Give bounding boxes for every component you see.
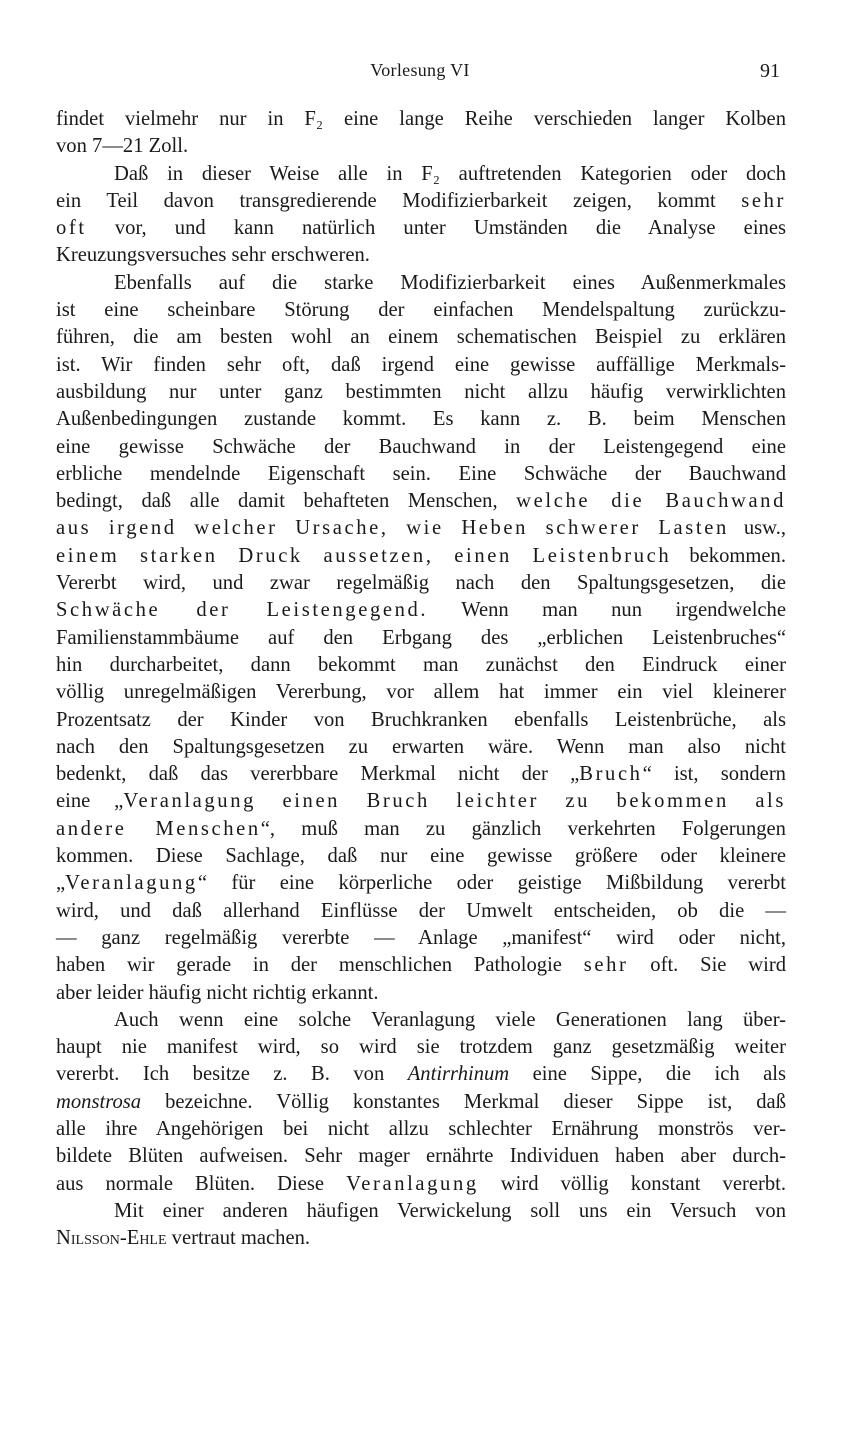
text-segment: Prozentsatz der Kinder von Bruchkranken ebenfalls Leistenbrüche, als bbox=[56, 708, 786, 731]
text-line bbox=[56, 925, 786, 952]
running-head bbox=[56, 60, 784, 86]
text-line bbox=[56, 570, 786, 597]
text-line bbox=[56, 215, 786, 242]
text-segment: völlig unregelmäßigen Vererbung, vor allem hat immer ein viel kleinerer bbox=[56, 681, 786, 704]
emphasized-text: Veranlagung einen Bruch leichter zu bekommen als bbox=[123, 790, 786, 813]
text-segment: hin durcharbeitet, dann bekommt man zunächst den Eindruck einer bbox=[56, 653, 786, 676]
text-segment: oft. Sie wird bbox=[628, 954, 786, 977]
emphasized-text: sehr bbox=[583, 954, 629, 977]
text-segment: aber leider häufig nicht richtig erkannt. bbox=[56, 981, 379, 1004]
text-segment: “ für eine körperliche oder geistige Mißbildung vererbt bbox=[197, 872, 786, 895]
text-line bbox=[56, 133, 786, 160]
text-line bbox=[56, 543, 786, 570]
text-line bbox=[56, 324, 786, 351]
text-segment: eine „ bbox=[56, 790, 124, 813]
text-line bbox=[56, 597, 786, 624]
italic-text: monstrosa bbox=[56, 1090, 142, 1113]
text-segment: alle ihre Angehörigen bei nicht allzu schlechter Ernährung monströs ver- bbox=[56, 1117, 786, 1140]
text-segment: “ ist, sondern bbox=[642, 763, 786, 786]
text-segment: Kreuzungsversuches sehr erschweren. bbox=[56, 244, 370, 267]
emphasized-text: aus irgend welcher Ursache, wie Heben schwerer Lasten bbox=[56, 517, 729, 540]
text-segment: vor, und kann natürlich unter Umständen die Analyse eines bbox=[86, 217, 786, 240]
text-segment: bildete Blüten aufweisen. Sehr mager ernährte Individuen haben aber durch- bbox=[56, 1145, 786, 1168]
text-line bbox=[56, 952, 786, 979]
emphasized-text: andere Menschen bbox=[56, 817, 261, 840]
text-line bbox=[56, 434, 786, 461]
body-text bbox=[56, 106, 786, 1252]
text-line bbox=[56, 406, 786, 433]
text-segment: wird völlig konstant vererbt. bbox=[478, 1172, 786, 1195]
italic-text: Antirrhinum bbox=[407, 1063, 510, 1086]
text-line bbox=[56, 980, 786, 1007]
text-line bbox=[56, 870, 786, 897]
emphasized-text: Veranlagung bbox=[65, 872, 198, 895]
text-segment: Ebenfalls auf die starke Modifizierbarkeit eines Außenmerkmales bbox=[114, 271, 786, 294]
text-segment: usw., bbox=[728, 517, 786, 540]
running-title: Vorlesung VI bbox=[370, 60, 470, 80]
text-segment: führen, die am besten wohl an einem schematischen Beispiel zu erklären bbox=[56, 326, 786, 349]
emphasized-text: Schwäche der Leistengegend. bbox=[56, 599, 429, 622]
text-segment: vertraut machen. bbox=[166, 1227, 311, 1250]
text-line bbox=[56, 1171, 786, 1198]
text-segment: bekommen. bbox=[671, 544, 786, 567]
text-line bbox=[56, 734, 786, 761]
emphasized-text: Veranlagung bbox=[346, 1172, 479, 1195]
text-line bbox=[56, 1198, 786, 1225]
text-segment: bedenkt, daß das vererbbare Merkmal nicht der „ bbox=[56, 763, 580, 786]
text-segment: von 7—21 Zoll. bbox=[56, 135, 189, 158]
text-segment: Auch wenn eine solche Veranlagung viele Generationen lang über- bbox=[114, 1008, 786, 1031]
emphasized-text: Bruch bbox=[579, 763, 643, 786]
text-line bbox=[56, 270, 786, 297]
text-line bbox=[56, 1034, 786, 1061]
text-line bbox=[56, 1143, 786, 1170]
emphasized-text: oft bbox=[56, 217, 87, 240]
text-line bbox=[56, 761, 786, 788]
text-segment: findet vielmehr nur in F₂ eine lange Reihe verschieden langer Kolben bbox=[56, 108, 786, 130]
text-line bbox=[56, 1116, 786, 1143]
text-line bbox=[56, 515, 786, 542]
text-line bbox=[56, 297, 786, 324]
text-line bbox=[56, 898, 786, 925]
text-segment: erbliche mendelnde Eigenschaft sein. Eine Schwäche der Bauchwand bbox=[56, 462, 786, 485]
text-line bbox=[56, 188, 786, 215]
text-line bbox=[56, 488, 786, 515]
text-line bbox=[56, 652, 786, 679]
text-segment: bezeichne. Völlig konstantes Merkmal dieser Sippe ist, daß bbox=[141, 1090, 786, 1113]
text-line bbox=[56, 242, 786, 269]
text-line bbox=[56, 625, 786, 652]
text-segment: haupt nie manifest wird, so wird sie trotzdem ganz gesetzmäßig weiter bbox=[56, 1036, 786, 1059]
text-segment: Vererbt wird, und zwar regelmäßig nach den Spaltungsgesetzen, die bbox=[56, 572, 786, 595]
text-line bbox=[56, 1007, 786, 1034]
text-segment: Daß in dieser Weise alle in F₂ auftretenden Kategorien oder doch bbox=[114, 162, 786, 185]
text-line bbox=[56, 816, 786, 843]
text-segment: ein Teil davon transgredierende Modifizierbarkeit zeigen, kommt bbox=[56, 189, 742, 212]
text-segment: eine gewisse Schwäche der Bauchwand in der Leistengegend eine bbox=[56, 435, 786, 458]
text-segment: “, muß man zu gänzlich verkehrten Folgerungen bbox=[260, 817, 786, 840]
text-line bbox=[56, 679, 786, 706]
text-line bbox=[56, 1225, 786, 1252]
text-segment: ausbildung nur unter ganz bestimmten nicht allzu häufig verwirklichten bbox=[56, 380, 786, 403]
page-number: 91 bbox=[760, 60, 780, 82]
emphasized-text: einem starken Druck aussetzen, einen Leistenbruch bbox=[56, 544, 672, 567]
text-segment: vererbt. Ich besitze z. B. von bbox=[56, 1063, 408, 1086]
text-segment: bedingt, daß alle damit behafteten Menschen, bbox=[56, 490, 517, 513]
text-line bbox=[56, 1089, 786, 1116]
text-segment: kommen. Diese Sachlage, daß nur eine gewisse größere oder kleinere bbox=[56, 845, 786, 868]
text-line bbox=[56, 461, 786, 488]
text-line bbox=[56, 1061, 786, 1088]
text-line bbox=[56, 843, 786, 870]
text-segment: nach den Spaltungsgesetzen zu erwarten wäre. Wenn man also nicht bbox=[56, 735, 786, 758]
text-segment: ist eine scheinbare Störung der einfachen Mendelspaltung zurückzu- bbox=[56, 299, 786, 322]
text-line bbox=[56, 352, 786, 379]
emphasized-text: sehr bbox=[741, 189, 786, 212]
text-line bbox=[56, 106, 786, 133]
text-segment: — ganz regelmäßig vererbte — Anlage „manifest“ wird oder nicht, bbox=[56, 926, 786, 949]
emphasized-text: welche die Bauchwand bbox=[516, 490, 786, 513]
text-segment: wird, und daß allerhand Einflüsse der Umwelt entscheiden, ob die — bbox=[56, 899, 786, 922]
text-segment: Wenn man nun irgendwelche bbox=[428, 599, 786, 622]
text-segment: „ bbox=[56, 872, 66, 895]
text-segment: eine Sippe, die ich als bbox=[509, 1063, 787, 1086]
text-line bbox=[56, 379, 786, 406]
text-segment: Mit einer anderen häufigen Verwickelung soll uns ein Versuch von bbox=[114, 1199, 786, 1222]
text-line bbox=[56, 707, 786, 734]
text-segment: haben wir gerade in der menschlichen Pathologie bbox=[56, 954, 584, 977]
text-segment: aus normale Blüten. Diese bbox=[56, 1172, 347, 1195]
text-segment: Familienstammbäume auf den Erbgang des „erblichen Leistenbruches“ bbox=[56, 626, 786, 649]
text-line bbox=[56, 788, 786, 815]
author-name: Nilsson-Ehle bbox=[56, 1227, 167, 1250]
text-line bbox=[56, 161, 786, 188]
text-segment: Außenbedingungen zustande kommt. Es kann z. B. beim Menschen bbox=[56, 408, 786, 431]
text-segment: ist. Wir finden sehr oft, daß irgend eine gewisse auffällige Merkmals- bbox=[56, 353, 786, 376]
